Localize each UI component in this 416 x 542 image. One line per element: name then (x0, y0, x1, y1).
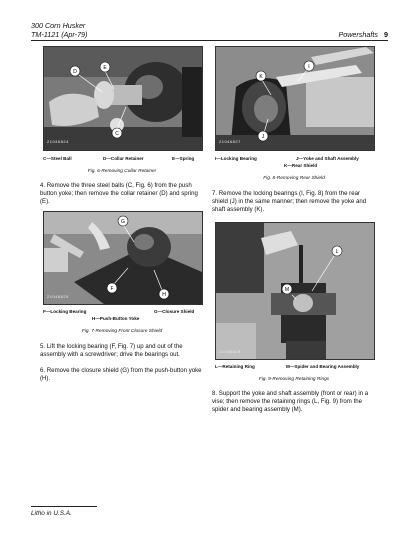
fig8-callout-j: J (261, 134, 265, 140)
fig9-callout-l: L (335, 249, 339, 255)
fig6-label-c: C—Steel Ball (43, 156, 72, 161)
page-header-right (338, 30, 388, 39)
fig7-caption: Fig. 7-Removing Front Closure Shield (81, 329, 163, 334)
fig6-callout-c: C (115, 131, 119, 137)
fig7-callout-h: H (162, 292, 166, 298)
fig7-photo (43, 211, 203, 305)
fig7-label-h: H—Push-Button Yoke (92, 316, 140, 321)
footer-rule (31, 506, 97, 507)
manual-code: TM-1121 (Apr-79) (31, 30, 88, 39)
page-number: 9 (384, 30, 388, 39)
step-7: 7. Remove the locking bearings (I, Fig. 8) from the rear shield (J) in the same manner; then remove the yoke and shaft assembly (K). (212, 190, 367, 213)
page-header-left (31, 21, 87, 39)
fig8-label-j: J—Yoke and Shaft Assembly (296, 156, 359, 161)
step-8: 8. Support the yoke and shaft assembly (front or rear) in a vise; then remove the retaining rings (L, Fig. 9) from the spider and bearing assembly (M). (212, 390, 369, 413)
fig8-photo (215, 46, 375, 151)
fig9-callout-m: M (284, 287, 290, 293)
fig9-label-l: L—Retaining Ring (215, 364, 255, 369)
fig7-label-g: G—Closure Shield (154, 309, 195, 314)
fig9-photo (215, 222, 375, 360)
fig6-label-d: D—Collar Retainer (103, 156, 144, 161)
fig9-label-m: M—Spider and Bearing Assembly (286, 364, 360, 369)
fig6-callout-d: D (73, 69, 77, 75)
fig6-label-e: E—Spring (172, 156, 195, 161)
fig8-label-k: K—Rear Shield (284, 163, 318, 168)
fig7-photo-id: 21046825 (47, 294, 69, 299)
fig6-photo (43, 46, 203, 151)
fig8-callout-k: K (259, 74, 263, 80)
fig9-caption: Fig. 9-Removing Retaining Rings (258, 377, 330, 382)
fig8-label-i: I—Locking Bearing (215, 156, 257, 161)
footer-text: Litho in U.S.A. (31, 510, 72, 517)
fig6-callout-e: E (103, 65, 107, 71)
fig7-callout-g: G (121, 219, 125, 225)
fig8-caption: Fig. 8-Removing Rear Shield (263, 176, 325, 181)
manual-title: 300 Corn Husker (31, 21, 86, 30)
fig6-photo-id: 21046824 (47, 139, 69, 144)
fig6-caption: Fig. 6-Removing Collar Retainer (87, 169, 157, 174)
fig7-callout-f: F (110, 286, 114, 292)
step-5: 5. Lift the locking bearing (F, Fig. 7) up and out of the assembly with a screwdriver; drive the bearings out. (40, 343, 183, 358)
fig8-callout-i: I (308, 64, 310, 70)
step-6: 6. Remove the closure shield (G) from the push-button yoke (H). (40, 367, 202, 382)
step-4: 4. Remove the three steel balls (C, Fig. 6) from the push button yoke; then remove the collar retainer (D) and spring (E). (40, 182, 198, 205)
fig9-photo-id: 21046828 (219, 349, 241, 354)
header-rule (31, 40, 388, 41)
fig7-label-f: F—Locking Bearing (43, 309, 87, 314)
section-title: Powershafts (338, 30, 378, 39)
fig8-photo-id: 21046827 (219, 139, 241, 144)
